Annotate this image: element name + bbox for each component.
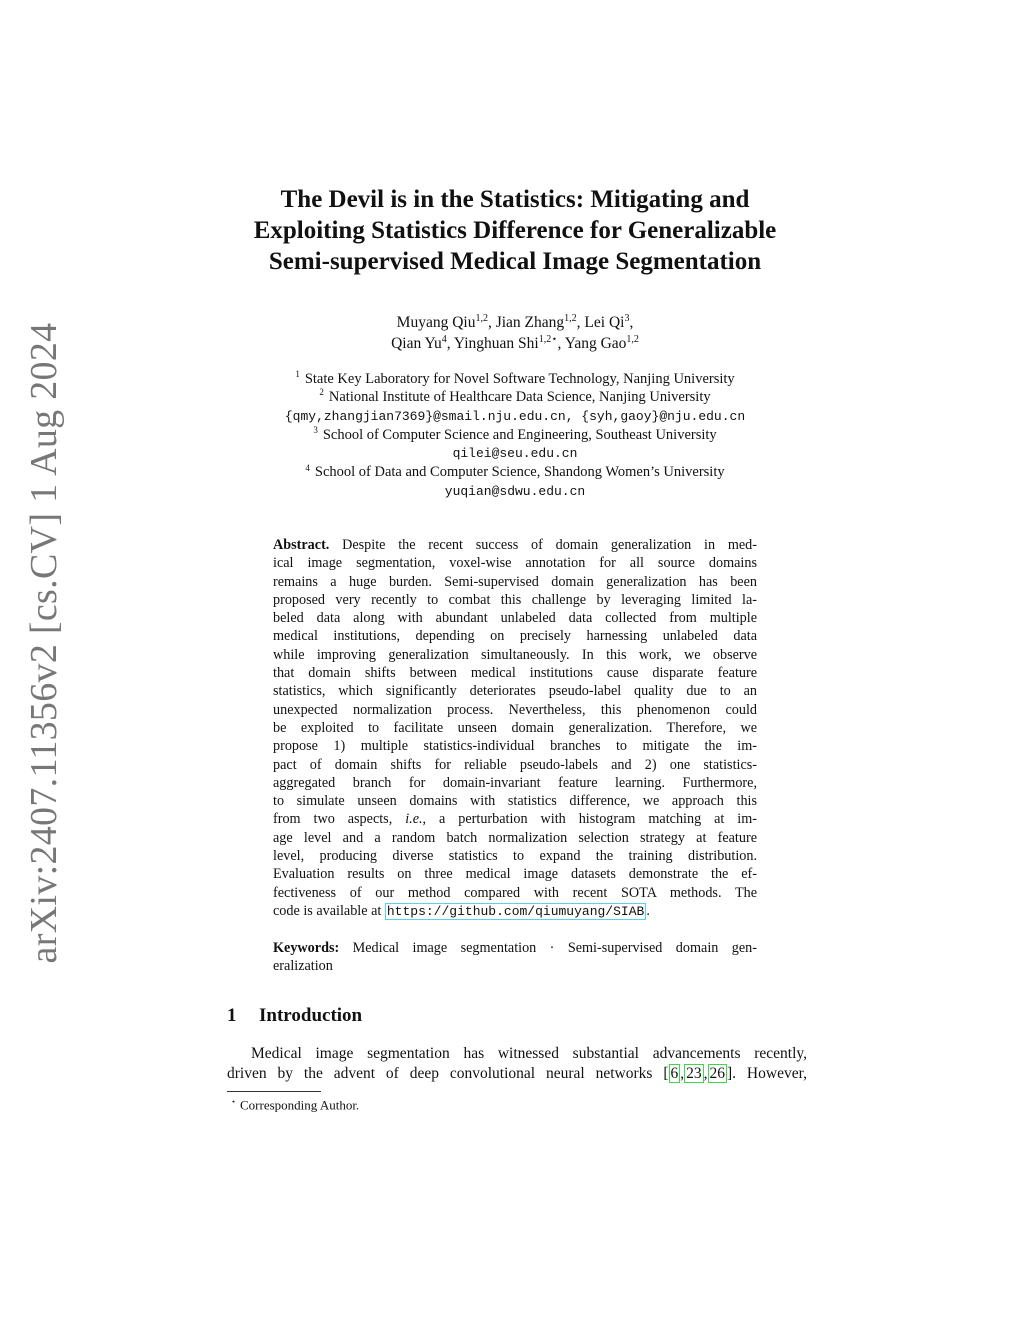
abstract-line: [273, 902, 757, 921]
affiliation-line: [200, 388, 830, 406]
abstract-line: pact of domain shifts for reliable pseudo-labels and 2) one statistics-: [273, 756, 757, 773]
intro-paragraph: [227, 1044, 807, 1084]
footnote-text: Corresponding Author.: [240, 1097, 360, 1113]
author-line: [250, 312, 780, 333]
abstract-line: aggregated branch for domain-invariant feature learning. Furthermore,: [273, 774, 757, 791]
author-affiliation-mark: 4: [441, 333, 447, 345]
footnote: [227, 1097, 359, 1113]
code-repository-link[interactable]: https://github.com/qiumuyang/SIAB: [386, 903, 645, 919]
paragraph-text: driven by the advent of deep convolutional neural networks [: [227, 1065, 669, 1082]
affiliation-text: National Institute of Healthcare Data Science, Nanjing University: [328, 389, 711, 406]
abstract: [273, 536, 757, 921]
abstract-line: be exploited to facilitate unseen domain generalization. Therefore, we: [273, 719, 757, 736]
author-name: Jian Zhang: [495, 314, 565, 331]
email-text: qilei@seu.edu.cn: [452, 446, 578, 462]
abstract-text: from two aspects,: [273, 811, 393, 828]
abstract-line: unexpected normalization process. Nevertheless, this phenomenon could: [273, 701, 757, 718]
author-affiliation-mark: 1,2: [475, 312, 488, 324]
abstract-line: propose 1) multiple statistics-individual branches to mitigate the im-: [273, 738, 757, 755]
abstract-line: fectiveness of our method compared with recent SOTA methods. The: [273, 884, 757, 901]
abstract-line: medical institutions, depending on precisely harnessing unlabeled data: [273, 628, 757, 645]
abstract-line: remains a huge burden. Semi-supervised domain generalization has been: [273, 573, 757, 590]
abstract-line: [273, 536, 757, 554]
title-line: Semi-supervised Medical Image Segmentation: [268, 248, 762, 275]
abstract-line: while improving generalization simultaneously. In this work, we observe: [273, 646, 757, 663]
paper-title: [200, 184, 830, 277]
abstract-text: , a perturbation with histogram matching at im-: [422, 811, 757, 828]
affiliation-line: [200, 463, 830, 481]
email-text: yuqian@sdwu.edu.cn: [444, 483, 586, 499]
affiliation-text: School of Computer Science and Engineering, Southeast University: [322, 426, 717, 443]
author-separator: ,: [487, 314, 496, 331]
paragraph-text: ]. However,: [727, 1065, 807, 1082]
author-name: Yang Gao: [564, 335, 627, 352]
keywords-line: eralization: [273, 958, 333, 975]
affiliation-mark: 2: [319, 387, 324, 398]
paragraph-line: driven by the advent of deep convolutional neural networks [ 6 , 23 , 26 ]. However,: [227, 1065, 807, 1082]
abstract-line: proposed very recently to combat this challenge by leveraging limited la-: [273, 591, 757, 608]
section-title: Introduction: [259, 1005, 363, 1026]
affiliation-text: School of Data and Computer Science, Shandong Women’s University: [314, 464, 725, 481]
keywords-text: Medical image segmentation · Semi-supervised domain gen-: [352, 940, 757, 956]
author-name: Qian Yu: [391, 335, 442, 352]
footnote-rule: [227, 1091, 321, 1092]
citation-link[interactable]: 23: [686, 1065, 702, 1082]
keywords-label: Keywords:: [273, 940, 340, 956]
paragraph-line: Medical image segmentation has witnessed substantial advancements recently,: [251, 1045, 807, 1062]
abstract-line: [273, 810, 757, 828]
citation-link[interactable]: 6: [670, 1065, 679, 1082]
abstract-line: to simulate unseen domains with statistics difference, we approach this: [273, 793, 757, 810]
footnote-mark: ⋆: [231, 1097, 237, 1106]
affiliation-mark: 1: [295, 369, 300, 380]
citation-link[interactable]: 26: [709, 1065, 725, 1082]
section-number: 1: [227, 1005, 237, 1026]
abstract-text: Despite the recent success of domain generalization in med-: [342, 537, 757, 553]
title-line: The Devil is in the Statistics: Mitigating and: [280, 186, 750, 213]
author-name: Yinghuan Shi: [453, 335, 539, 352]
abstract-line: statistics, which significantly deteriorates pseudo-label quality due to an: [273, 683, 757, 700]
abstract-line: beled data along with abundant unlabeled data collected from multiple: [273, 610, 757, 627]
affiliation-list: [200, 370, 830, 501]
abstract-line: level, producing diverse statistics to expand the training distribution.: [273, 848, 757, 865]
abstract-line: that domain shifts between medical institutions cause disparate feature: [273, 665, 757, 682]
author-affiliation-mark: 1,2⋆: [538, 333, 558, 345]
author-separator: ,: [576, 314, 585, 331]
abstract-italic: i.e.: [405, 811, 423, 828]
abstract-text: code is available at: [273, 902, 382, 919]
author-separator: ,: [557, 335, 565, 352]
abstract-line: ical image segmentation, voxel-wise annotation for all source domains: [273, 555, 757, 572]
affiliation-line: [200, 370, 830, 388]
section-heading: [227, 1005, 362, 1027]
author-separator: ,: [446, 335, 454, 352]
author-affiliation-mark: 3: [624, 312, 630, 324]
author-separator: ,: [629, 314, 634, 331]
affiliation-text: State Key Laboratory for Novel Software Technology, Nanjing University: [304, 371, 735, 387]
author-line: [250, 333, 780, 354]
email-text: {qmy,zhangjian7369}@smail.nju.edu.cn, {syh,gaoy}@nju.edu.cn: [284, 408, 746, 424]
author-name: Muyang Qiu: [396, 314, 476, 331]
abstract-text: .: [646, 902, 650, 919]
keywords-line: [273, 939, 757, 957]
affiliation-email: [200, 444, 830, 463]
affiliation-email: [200, 482, 830, 501]
abstract-label: Abstract.: [273, 537, 330, 553]
author-affiliation-mark: 1,2: [626, 333, 639, 345]
abstract-line: age level and a random batch normalization selection strategy at feature: [273, 829, 757, 846]
author-name: Lei Qi: [584, 314, 625, 331]
affiliation-email: [200, 407, 830, 426]
author-list: [250, 312, 780, 354]
arxiv-identifier: [23, 322, 65, 963]
affiliation-mark: 4: [305, 462, 310, 473]
title-line: Exploiting Statistics Difference for Generalizable: [253, 217, 777, 244]
arxiv-identifier-text: arXiv:2407.11356v2 [cs.CV] 1 Aug 2024: [23, 322, 65, 963]
abstract-line: Evaluation results on three medical image datasets demonstrate the ef-: [273, 866, 757, 883]
affiliation-mark: 3: [313, 425, 318, 436]
author-affiliation-mark: 1,2: [564, 312, 577, 324]
keywords: [273, 939, 757, 976]
affiliation-line: [200, 426, 830, 444]
